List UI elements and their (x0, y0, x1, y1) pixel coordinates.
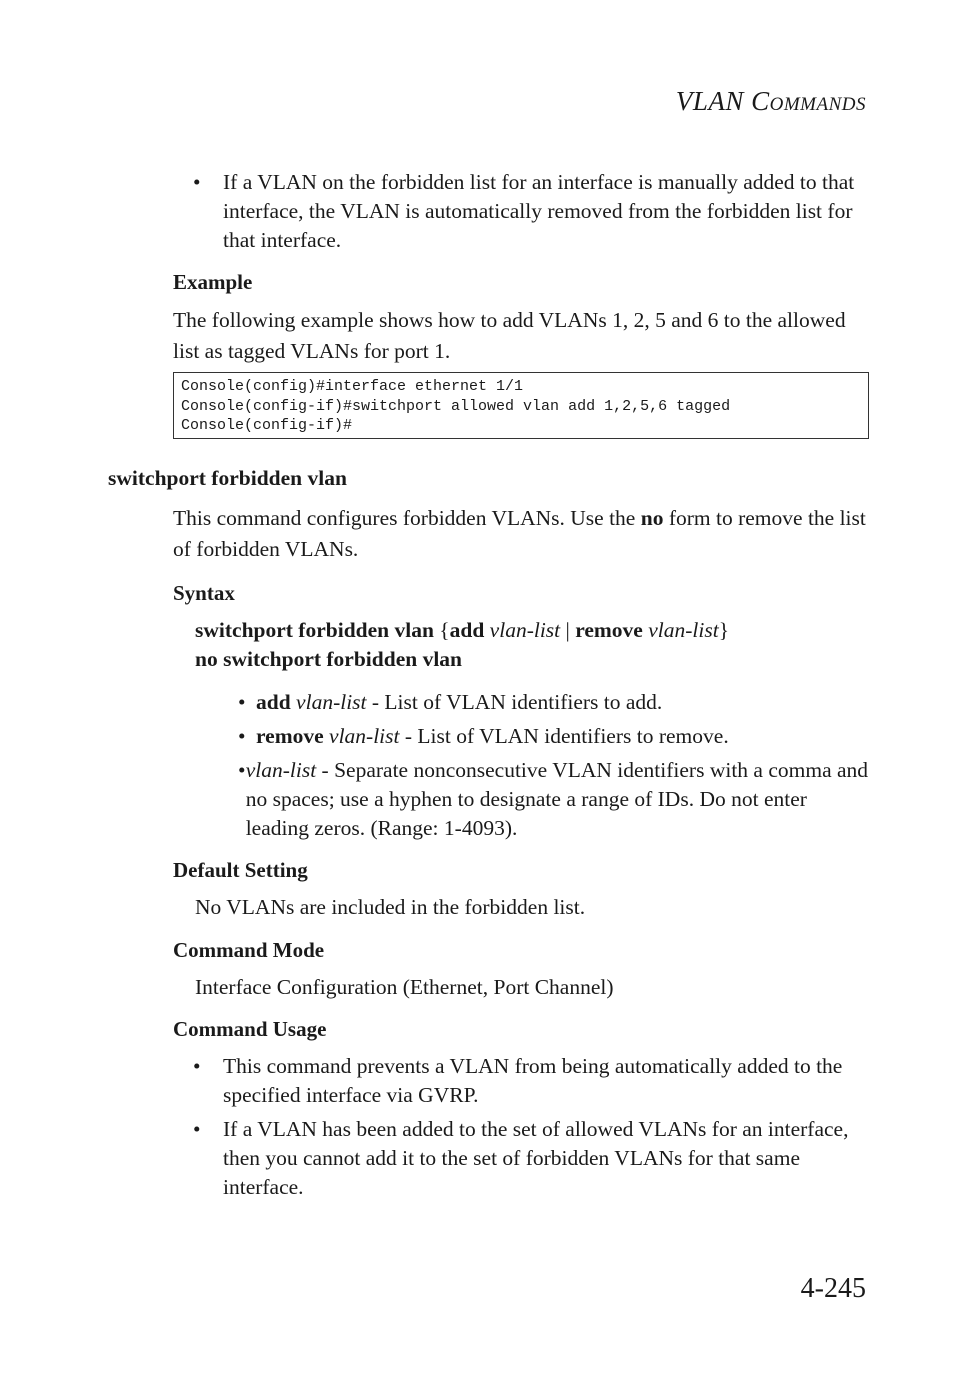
example-heading: Example (173, 270, 253, 294)
default-setting-heading: Default Setting (173, 858, 308, 882)
default-setting-text: No VLANs are included in the forbidden list. (195, 895, 586, 919)
syntax-command: switchport forbidden vlan {add vlan-list | remove vlan-list} (195, 618, 730, 642)
section-description: This command configures forbidden VLANs. Use the no form to remove the list of forbidden VLANs. (173, 506, 866, 561)
example-text: The following example shows how to add VLANs 1, 2, 5 and 6 to the allowed list as tagged VLANs for port 1. (173, 308, 846, 363)
section-title: switchport forbidden vlan (108, 466, 347, 490)
code-line: Console(config-if)#switchport allowed vlan add 1,2,5,6 tagged (181, 397, 731, 415)
syntax-no-command: no switchport forbidden vlan (195, 647, 462, 671)
code-line: Console(config)#interface ethernet 1/1 (181, 378, 524, 395)
command-mode-heading: Command Mode (173, 938, 325, 962)
param-item-add: • add vlan-list - List of VLAN identifiers to add. (238, 690, 663, 714)
usage-bullet: • This command prevents a VLAN from being automatically added to the specified interface via GVRP. (193, 1054, 843, 1107)
code-block (173, 372, 869, 439)
command-mode-text: Interface Configuration (Ethernet, Port Channel) (195, 975, 614, 999)
param-item-vlan-list: • vlan-list - Separate nonconsecutive VLAN identifiers with a comma and no spaces; use a hyphen to designate a range of IDs. Do not enter leading zeros. (Range: 1-4093). (238, 758, 869, 840)
code-line: Console(config-if)# (181, 417, 353, 434)
intro-bullet: • If a VLAN on the forbidden list for an interface is manually added to that interface, the VLAN is automatically removed from the forbidden list for that interface. (193, 170, 855, 252)
syntax-heading: Syntax (173, 581, 235, 605)
running-header: VLAN COMMANDS (675, 86, 866, 116)
page-number: 4-245 (800, 1273, 866, 1304)
command-usage-heading: Command Usage (173, 1017, 327, 1041)
param-item-remove: • remove vlan-list - List of VLAN identifiers to remove. (238, 724, 729, 748)
usage-bullet: • If a VLAN has been added to the set of allowed VLANs for an interface, then you cannot add it to the set of forbidden VLANs for that same interface. (193, 1117, 849, 1199)
